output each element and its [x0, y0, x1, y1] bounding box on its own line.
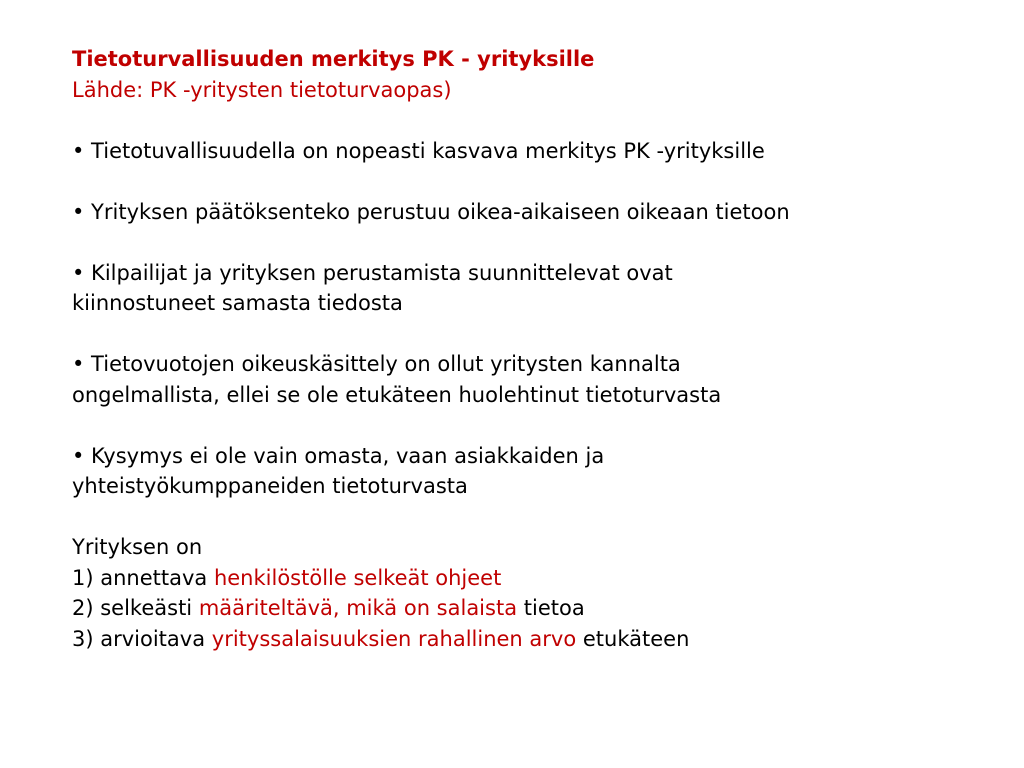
- bullet-line: • Tietotuvallisuudella on nopeasti kasvava merkitys PK -yrityksille: [72, 138, 765, 163]
- bullet-line: yhteistyökumppaneiden tietoturvasta: [72, 474, 468, 498]
- slide-title: Tietoturvallisuuden merkitys PK - yrityksille: [72, 47, 595, 71]
- item-prefix: 2) selkeästi: [72, 596, 199, 620]
- numbered-item: [72, 563, 1002, 594]
- item-highlight: henkilöstölle selkeät ohjeet: [213, 565, 502, 590]
- item-highlight: määriteltävä, mikä on salaista: [198, 596, 518, 620]
- numbered-item: [72, 624, 1002, 655]
- item-prefix: 3) arvioitava: [72, 626, 212, 651]
- bullet-line: • Yrityksen päätöksenteko perustuu oikea-aikaiseen oikeaan tietoon: [72, 199, 790, 224]
- source-line: Lähde: PK -yritysten tietoturvaopas): [72, 77, 452, 102]
- spacer: [72, 410, 1002, 441]
- item-suffix: tietoa: [517, 596, 585, 620]
- bullet-line: kiinnostuneet samasta tiedosta: [72, 291, 403, 315]
- bullet-line: • Tietovuotojen oikeuskäsittely on ollut yritysten kannalta: [72, 352, 681, 376]
- item-suffix: etukäteen: [576, 626, 690, 651]
- bullet-line: • Kysymys ei ole vain omasta, vaan asiakkaiden ja: [72, 443, 605, 468]
- spacer: [72, 319, 1002, 350]
- bullet-line: ongelmallista, ellei se ole etukäteen huolehtinut tietoturvasta: [72, 382, 722, 407]
- bullet-item: [72, 197, 1002, 228]
- spacer: [72, 166, 1002, 197]
- slide-content: [72, 44, 1002, 654]
- bullet-item: [72, 349, 1002, 410]
- bullet-line: • Kilpailijat ja yrityksen perustamista suunnittelevat ovat: [72, 260, 673, 285]
- spacer: [72, 227, 1002, 258]
- item-prefix: 1) annettava: [72, 565, 214, 590]
- numbered-item: [72, 593, 1002, 624]
- spacer: [72, 502, 1002, 533]
- list-intro: Yrityksen on: [72, 535, 203, 559]
- bullet-item: [72, 258, 1002, 319]
- item-highlight: yrityssalaisuuksien rahallinen arvo: [211, 626, 577, 651]
- bullet-item: [72, 136, 1002, 167]
- spacer: [72, 105, 1002, 136]
- bullet-item: [72, 441, 1002, 502]
